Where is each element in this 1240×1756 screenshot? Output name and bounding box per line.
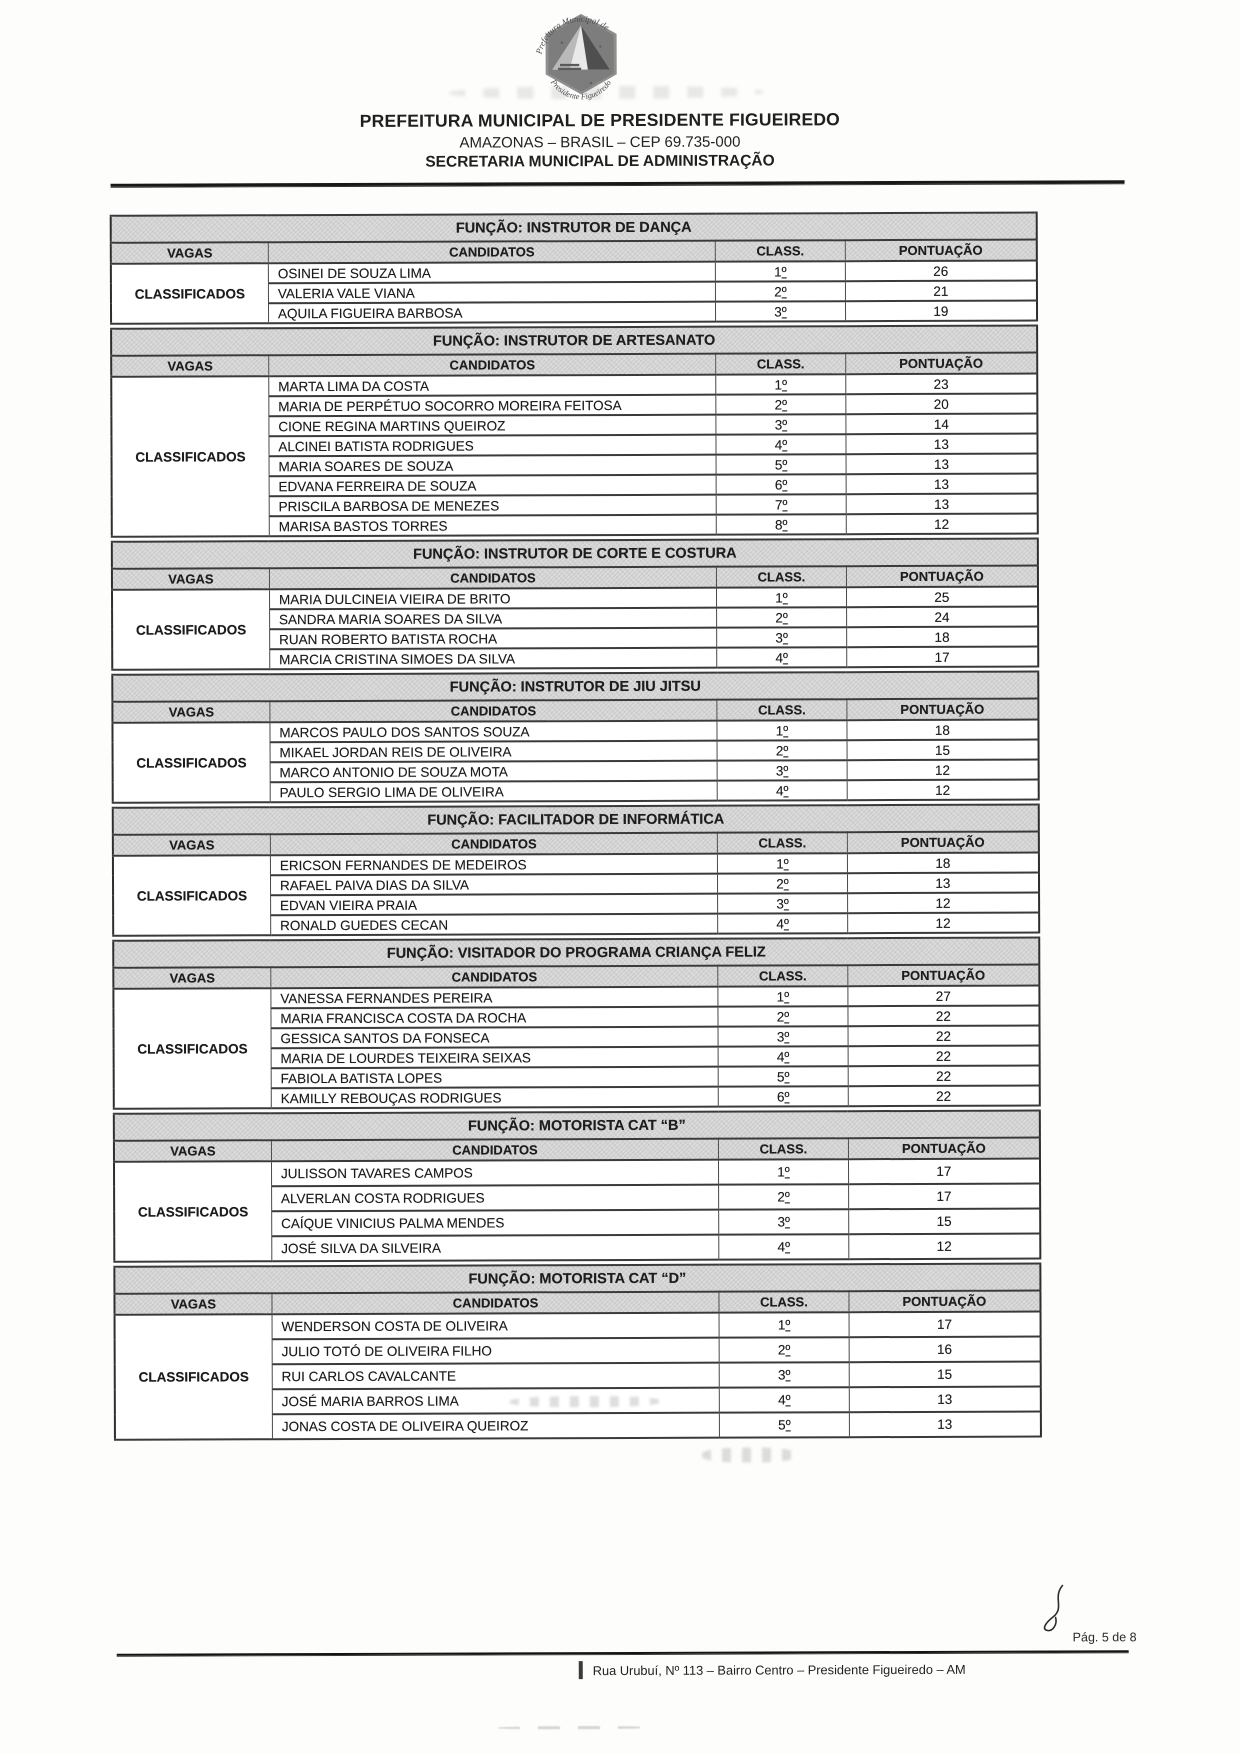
class-value: 4º bbox=[719, 1234, 849, 1259]
class-value: 7º bbox=[716, 494, 846, 514]
footer-address-text: Rua Urubuí, Nº 113 – Bairro Centro – Presidente Figueiredo – AM bbox=[592, 1661, 966, 1678]
candidate-name: RUAN ROBERTO BATISTA ROCHA bbox=[270, 628, 717, 650]
vagas-value: CLASSIFICADOS bbox=[111, 376, 269, 537]
candidate-name: ERICSON FERNANDES DE MEDEIROS bbox=[270, 854, 717, 876]
candidate-name: RUI CARLOS CAVALCANTE bbox=[272, 1363, 719, 1390]
candidate-name: JULISSON TAVARES CAMPOS bbox=[271, 1160, 718, 1187]
header-divider bbox=[111, 180, 1125, 188]
class-value: 1º bbox=[716, 374, 846, 394]
vagas-value: CLASSIFICADOS bbox=[115, 1314, 273, 1440]
points-value: 17 bbox=[846, 647, 1038, 668]
candidate-name: KAMILLY REBOUÇAS RODRIGUES bbox=[271, 1087, 718, 1109]
candidate-name: MARIA DULCINEIA VIEIRA DE BRITO bbox=[269, 588, 716, 610]
column-header-vagas: VAGAS bbox=[113, 834, 270, 856]
points-value: 16 bbox=[849, 1337, 1041, 1363]
class-value: 2º bbox=[716, 394, 846, 414]
candidate-name: MARIA DE LOURDES TEIXEIRA SEIXAS bbox=[271, 1047, 718, 1069]
candidate-name: CAÍQUE VINICIUS PALMA MENDES bbox=[272, 1210, 719, 1237]
class-value: 4º bbox=[719, 1387, 849, 1412]
class-value: 4º bbox=[718, 913, 848, 933]
column-header-vagas: VAGAS bbox=[111, 242, 268, 264]
class-value: 1º bbox=[717, 587, 847, 607]
class-value: 5º bbox=[718, 1066, 848, 1086]
points-value: 12 bbox=[847, 760, 1039, 781]
class-value: 4º bbox=[716, 434, 846, 454]
points-value: 24 bbox=[846, 607, 1038, 628]
scan-smudge bbox=[449, 85, 763, 99]
column-header-class: CLASS. bbox=[718, 965, 848, 986]
points-value: 13 bbox=[846, 494, 1038, 515]
column-header-candidatos: CANDIDATOS bbox=[270, 833, 717, 856]
candidate-name: AQUILA FIGUEIRA BARBOSA bbox=[268, 302, 715, 324]
tables-section bbox=[110, 212, 1042, 1444]
class-value: 1º bbox=[716, 261, 846, 281]
column-header-pontuacao: PONTUAÇÃO bbox=[846, 566, 1038, 588]
points-value: 12 bbox=[847, 780, 1039, 801]
candidate-name: JOSÉ MARIA BARROS LIMA bbox=[272, 1388, 719, 1415]
candidate-name: PRISCILA BARBOSA DE MENEZES bbox=[269, 495, 716, 517]
scan-smudge bbox=[510, 1396, 660, 1408]
candidate-name: RAFAEL PAIVA DIAS DA SILVA bbox=[270, 874, 717, 896]
candidate-row bbox=[114, 1159, 1040, 1187]
class-value: 2º bbox=[718, 1006, 848, 1026]
function-table bbox=[111, 671, 1039, 804]
points-value: 22 bbox=[848, 1026, 1040, 1047]
column-header-class: CLASS. bbox=[716, 353, 846, 374]
logo-bottom-text: Presidente Figueiredo bbox=[548, 77, 614, 102]
column-header-pontuacao: PONTUAÇÃO bbox=[845, 353, 1037, 375]
points-value: 13 bbox=[846, 474, 1038, 495]
class-value: 6º bbox=[718, 1086, 848, 1106]
footer-address bbox=[579, 1660, 966, 1679]
points-value: 12 bbox=[847, 913, 1039, 934]
candidate-name: MARIA SOARES DE SOUZA bbox=[269, 455, 716, 477]
function-table bbox=[113, 1110, 1042, 1263]
candidate-name: ALVERLAN COSTA RODRIGUES bbox=[271, 1185, 718, 1212]
class-value: 2º bbox=[719, 1337, 849, 1362]
candidate-name: EDVANA FERREIRA DE SOUZA bbox=[269, 475, 716, 497]
candidate-name: MARIA FRANCISCA COSTA DA ROCHA bbox=[271, 1007, 718, 1029]
points-value: 19 bbox=[845, 301, 1037, 322]
column-header-pontuacao: PONTUAÇÃO bbox=[847, 832, 1039, 854]
candidate-name: FABIOLA BATISTA LOPES bbox=[271, 1067, 718, 1089]
column-header-class: CLASS. bbox=[715, 240, 845, 261]
column-header-pontuacao: PONTUAÇÃO bbox=[849, 1291, 1041, 1313]
points-value: 25 bbox=[846, 587, 1038, 608]
points-value: 12 bbox=[846, 514, 1038, 535]
letterhead bbox=[0, 108, 1203, 173]
organization-name: PREFEITURA MUNICIPAL DE PRESIDENTE FIGUEIREDO bbox=[359, 109, 841, 131]
candidate-name: OSINEI DE SOUZA LIMA bbox=[268, 262, 715, 284]
points-value: 26 bbox=[845, 261, 1037, 282]
candidate-name: ALCINEI BATISTA RODRIGUES bbox=[269, 435, 716, 457]
table-title: FUNÇÃO: FACILITADOR DE INFORMÁTICA bbox=[113, 805, 1039, 835]
column-header-pontuacao: PONTUAÇÃO bbox=[845, 240, 1037, 262]
column-header-vagas: VAGAS bbox=[112, 701, 269, 723]
class-value: 2º bbox=[719, 1184, 849, 1209]
department-name: SECRETARIA MUNICIPAL DE ADMINISTRAÇÃO bbox=[425, 152, 775, 171]
class-value: 1º bbox=[719, 1159, 849, 1184]
class-value: 2º bbox=[718, 873, 848, 893]
points-value: 18 bbox=[846, 627, 1038, 648]
column-header-candidatos: CANDIDATOS bbox=[271, 966, 718, 989]
candidate-name: RONALD GUEDES CECAN bbox=[271, 914, 718, 936]
candidate-name: WENDERSON COSTA DE OLIVEIRA bbox=[272, 1313, 719, 1340]
points-value: 13 bbox=[849, 1412, 1041, 1438]
table-title: FUNÇÃO: VISITADOR DO PROGRAMA CRIANÇA FELIZ bbox=[113, 938, 1039, 968]
class-value: 1º bbox=[718, 853, 848, 873]
class-value: 2º bbox=[717, 740, 847, 760]
points-value: 13 bbox=[846, 434, 1038, 455]
candidate-name: JULIO TOTÓ DE OLIVEIRA FILHO bbox=[272, 1338, 719, 1365]
candidate-name: MIKAEL JORDAN REIS DE OLIVEIRA bbox=[270, 741, 717, 763]
candidate-name: MARTA LIMA DA COSTA bbox=[269, 375, 716, 397]
class-value: 2º bbox=[717, 607, 847, 627]
column-header-pontuacao: PONTUAÇÃO bbox=[848, 1138, 1040, 1160]
column-header-candidatos: CANDIDATOS bbox=[269, 354, 716, 377]
candidate-name: MARCIA CRISTINA SIMOES DA SILVA bbox=[270, 648, 717, 670]
class-value: 1º bbox=[718, 986, 848, 1006]
column-header-class: CLASS. bbox=[718, 832, 848, 853]
points-value: 12 bbox=[847, 893, 1039, 914]
candidate-name: VALERIA VALE VIANA bbox=[268, 282, 715, 304]
class-value: 1º bbox=[717, 720, 847, 740]
table-title: FUNÇÃO: MOTORISTA CAT “D” bbox=[114, 1264, 1040, 1294]
function-table bbox=[113, 1263, 1042, 1441]
class-value: 5º bbox=[716, 454, 846, 474]
footer-divider bbox=[117, 1650, 1129, 1657]
column-header-candidatos: CANDIDATOS bbox=[272, 1292, 719, 1315]
column-header-pontuacao: PONTUAÇÃO bbox=[848, 965, 1040, 987]
points-value: 23 bbox=[846, 374, 1038, 395]
points-value: 13 bbox=[847, 873, 1039, 894]
candidate-name: CIONE REGINA MARTINS QUEIROZ bbox=[269, 415, 716, 437]
class-value: 4º bbox=[717, 647, 847, 667]
candidate-name: SANDRA MARIA SOARES DA SILVA bbox=[269, 608, 716, 630]
column-header-vagas: VAGAS bbox=[114, 1140, 271, 1162]
class-value: 3º bbox=[719, 1362, 849, 1387]
column-header-candidatos: CANDIDATOS bbox=[269, 567, 716, 590]
candidate-name: MARISA BASTOS TORRES bbox=[269, 515, 716, 537]
points-value: 27 bbox=[848, 986, 1040, 1007]
column-header-vagas: VAGAS bbox=[111, 355, 268, 377]
candidate-name: JOSÉ SILVA DA SILVEIRA bbox=[272, 1235, 719, 1262]
points-value: 22 bbox=[848, 1086, 1040, 1107]
class-value: 4º bbox=[717, 780, 847, 800]
logo-top-text: Prefeitura Municipal de bbox=[533, 13, 612, 55]
column-header-candidatos: CANDIDATOS bbox=[268, 241, 715, 264]
column-header-class: CLASS. bbox=[719, 1138, 849, 1159]
column-header-class: CLASS. bbox=[717, 566, 847, 587]
class-value: 1º bbox=[719, 1312, 849, 1337]
class-value: 3º bbox=[717, 627, 847, 647]
vagas-value: CLASSIFICADOS bbox=[111, 263, 269, 324]
function-table bbox=[111, 538, 1039, 671]
vagas-value: CLASSIFICADOS bbox=[113, 855, 271, 936]
points-value: 13 bbox=[846, 454, 1038, 475]
points-value: 17 bbox=[849, 1312, 1041, 1338]
points-value: 17 bbox=[848, 1184, 1040, 1210]
vagas-value: CLASSIFICADOS bbox=[112, 722, 270, 803]
column-header-vagas: VAGAS bbox=[112, 568, 269, 590]
function-table bbox=[110, 212, 1038, 325]
column-header-class: CLASS. bbox=[717, 699, 847, 720]
footer-bar-icon bbox=[579, 1661, 583, 1679]
points-value: 12 bbox=[849, 1234, 1041, 1260]
function-table bbox=[110, 325, 1039, 538]
table-title: FUNÇÃO: INSTRUTOR DE JIU JITSU bbox=[112, 672, 1038, 702]
class-value: 3º bbox=[716, 301, 846, 321]
column-header-pontuacao: PONTUAÇÃO bbox=[847, 699, 1039, 721]
candidate-name: EDVAN VIEIRA PRAIA bbox=[270, 894, 717, 916]
points-value: 22 bbox=[848, 1046, 1040, 1067]
scan-smudge bbox=[498, 1726, 648, 1730]
points-value: 20 bbox=[846, 394, 1038, 415]
points-value: 15 bbox=[849, 1362, 1041, 1388]
vagas-value: CLASSIFICADOS bbox=[114, 1161, 272, 1262]
points-value: 13 bbox=[849, 1387, 1041, 1413]
column-header-candidatos: CANDIDATOS bbox=[270, 700, 717, 723]
class-value: 3º bbox=[716, 414, 846, 434]
points-value: 22 bbox=[848, 1066, 1040, 1087]
column-header-vagas: VAGAS bbox=[113, 967, 270, 989]
candidate-name: JONAS COSTA DE OLIVEIRA QUEIROZ bbox=[272, 1413, 719, 1440]
function-table bbox=[112, 804, 1040, 937]
class-value: 4º bbox=[718, 1046, 848, 1066]
handwritten-mark bbox=[1032, 1582, 1074, 1634]
column-header-candidatos: CANDIDATOS bbox=[271, 1139, 718, 1162]
table-title: FUNÇÃO: MOTORISTA CAT “B” bbox=[114, 1111, 1040, 1141]
table-title: FUNÇÃO: INSTRUTOR DE ARTESANATO bbox=[111, 326, 1037, 356]
vagas-value: CLASSIFICADOS bbox=[113, 988, 271, 1109]
points-value: 14 bbox=[846, 414, 1038, 435]
points-value: 18 bbox=[847, 853, 1039, 874]
organization-address-line: AMAZONAS – BRASIL – CEP 69.735-000 bbox=[459, 133, 741, 152]
class-value: 3º bbox=[718, 1026, 848, 1046]
points-value: 22 bbox=[848, 1006, 1040, 1027]
class-value: 5º bbox=[720, 1412, 850, 1437]
table-title: FUNÇÃO: INSTRUTOR DE CORTE E COSTURA bbox=[112, 539, 1038, 569]
scan-smudge bbox=[702, 1447, 797, 1462]
points-value: 17 bbox=[848, 1159, 1040, 1185]
points-value: 15 bbox=[848, 1209, 1040, 1235]
column-header-vagas: VAGAS bbox=[114, 1293, 271, 1315]
candidate-name: MARCOS PAULO DOS SANTOS SOUZA bbox=[270, 721, 717, 743]
candidate-name: VANESSA FERNANDES PEREIRA bbox=[271, 987, 718, 1009]
table-title: FUNÇÃO: INSTRUTOR DE DANÇA bbox=[111, 213, 1037, 243]
class-value: 3º bbox=[718, 893, 848, 913]
candidate-name: PAULO SERGIO LIMA DE OLIVEIRA bbox=[270, 781, 717, 803]
candidate-name: MARIA DE PERPÉTUO SOCORRO MOREIRA FEITOSA bbox=[269, 395, 716, 417]
function-table bbox=[112, 937, 1041, 1110]
class-value: 6º bbox=[716, 474, 846, 494]
page-number: Pág. 5 de 8 bbox=[1072, 1630, 1137, 1645]
candidate-name: GESSICA SANTOS DA FONSECA bbox=[271, 1027, 718, 1049]
class-value: 3º bbox=[717, 760, 847, 780]
class-value: 2º bbox=[716, 281, 846, 301]
class-value: 3º bbox=[719, 1209, 849, 1234]
points-value: 21 bbox=[845, 281, 1037, 302]
points-value: 18 bbox=[847, 720, 1039, 741]
vagas-value: CLASSIFICADOS bbox=[112, 589, 270, 670]
candidate-row bbox=[115, 1312, 1041, 1340]
candidate-name: MARCO ANTONIO DE SOUZA MOTA bbox=[270, 761, 717, 783]
column-header-class: CLASS. bbox=[719, 1291, 849, 1312]
class-value: 8º bbox=[716, 514, 846, 534]
points-value: 15 bbox=[847, 740, 1039, 761]
